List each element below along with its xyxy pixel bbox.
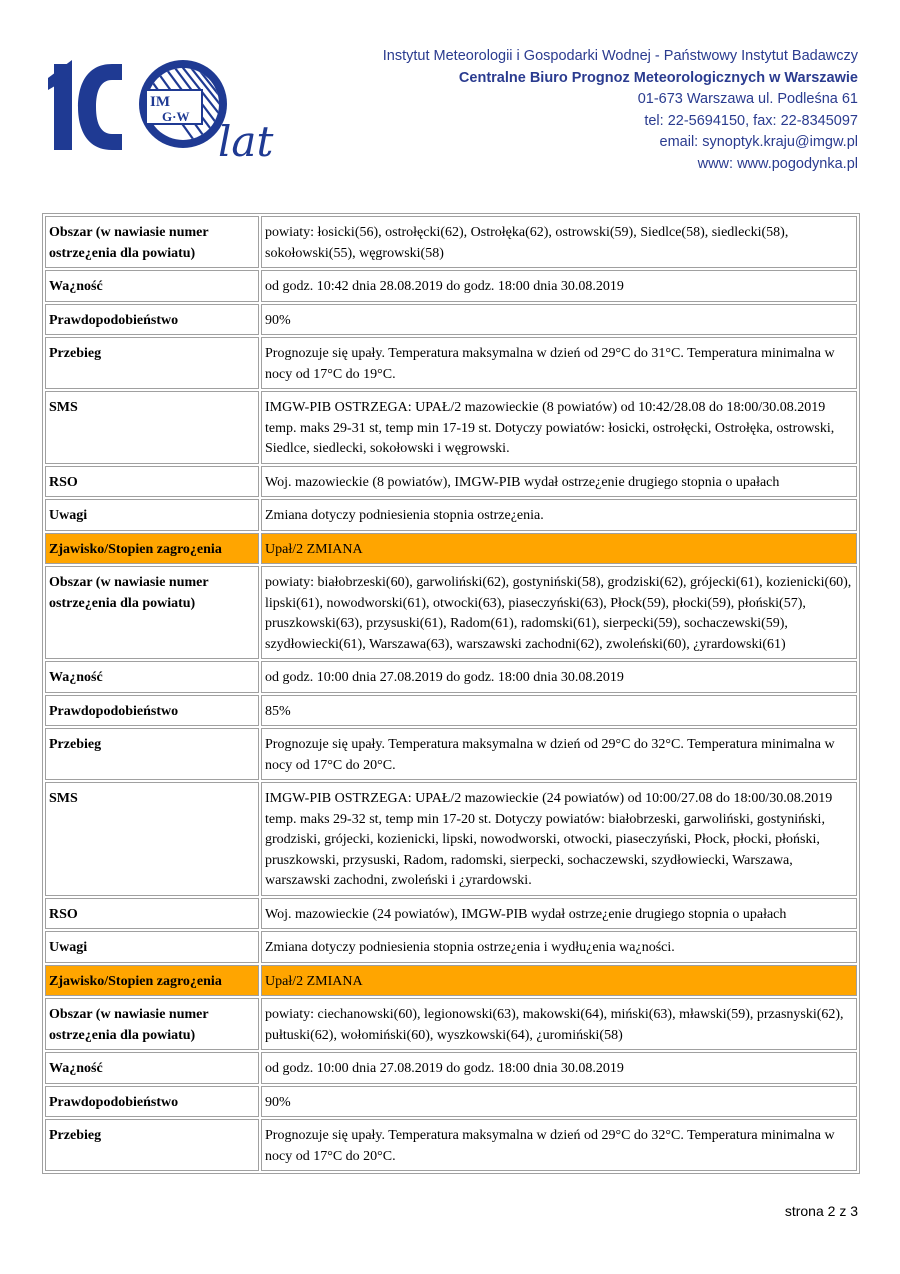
row-value: Prognozuje się upały. Temperatura maksymalna w dzień od 29°C do 31°C. Temperatura minimalna w nocy od 17°C do 19°C. bbox=[261, 337, 857, 389]
row-value: Upał/2 ZMIANA bbox=[261, 965, 857, 997]
svg-text:IM: IM bbox=[150, 94, 170, 110]
row-label: Przebieg bbox=[45, 337, 259, 389]
table-row bbox=[45, 337, 857, 389]
row-value: IMGW-PIB OSTRZEGA: UPAŁ/2 mazowieckie (24 powiatów) od 10:00/27.08 do 18:00/30.08.2019 temp. maks 29-32 st, temp min 17-20 st. Dotyczy powiatów: białobrzeski, garwoliński, gostyniński, grodziski, grójecki, kozienicki, lipski, nowodworski, otwocki, piaseczyński, Płock, płocki, płoński, pruszkowski, przysuski, Radom, radomski, sierpecki, sochaczewski, szydłowiecki, Warszawa, warszawski zachodni, zwoleński i ¿yrardowski. bbox=[261, 782, 857, 896]
institute-header bbox=[383, 46, 858, 175]
row-value: powiaty: białobrzeski(60), garwoliński(62), gostyniński(58), grodziski(62), grójecki(61), kozienicki(60), lipski(61), nowodworski(61), otwocki(63), piaseczyński(63), Płock(59), płocki(59), płoński(57), pruszkowski(63), przysuski(61), Radom(61), radomski(61), sierpecki(59), sochaczewski(59), szydłowiecki(61), Warszawa(63), warszawski zachodni(62), zwoleński(60), ¿yrardowski(61) bbox=[261, 566, 857, 659]
address: 01-673 Warszawa ul. Podleśna 61 bbox=[637, 91, 858, 107]
warning-table-body bbox=[45, 216, 857, 1171]
row-value: Prognozuje się upały. Temperatura maksymalna w dzień od 29°C do 32°C. Temperatura minimalna w nocy od 17°C do 20°C. bbox=[261, 728, 857, 780]
email: email: synoptyk.kraju@imgw.pl bbox=[659, 134, 858, 150]
table-row bbox=[45, 695, 857, 727]
row-value: powiaty: ciechanowski(60), legionowski(63), makowski(64), miński(63), mławski(59), przasnyski(62), pułtuski(62), wołomiński(60), wyszkowski(64), ¿uromiński(58) bbox=[261, 998, 857, 1050]
row-label: Obszar (w nawiasie numer ostrze¿enia dla powiatu) bbox=[45, 998, 259, 1050]
row-label: RSO bbox=[45, 466, 259, 498]
row-value: od godz. 10:42 dnia 28.08.2019 do godz. 18:00 dnia 30.08.2019 bbox=[261, 270, 857, 302]
row-label: Prawdopodobieństwo bbox=[45, 304, 259, 336]
table-row bbox=[45, 898, 857, 930]
table-row bbox=[45, 499, 857, 531]
row-value: Prognozuje się upały. Temperatura maksymalna w dzień od 29°C do 32°C. Temperatura minimalna w nocy od 17°C do 20°C. bbox=[261, 1119, 857, 1171]
row-label: SMS bbox=[45, 391, 259, 464]
row-value: 90% bbox=[261, 1086, 857, 1118]
svg-text:G·W: G·W bbox=[162, 109, 190, 124]
institute-name: Instytut Meteorologii i Gospodarki Wodnej - Państwowy Instytut Badawczy bbox=[382, 48, 858, 64]
svg-text:lat: lat bbox=[218, 117, 274, 166]
table-row bbox=[45, 728, 857, 780]
row-label: Obszar (w nawiasie numer ostrze¿enia dla powiatu) bbox=[45, 216, 259, 268]
warning-table bbox=[42, 213, 860, 1174]
table-row bbox=[45, 466, 857, 498]
row-label: Uwagi bbox=[45, 931, 259, 963]
table-row bbox=[45, 782, 857, 896]
row-value: powiaty: łosicki(56), ostrołęcki(62), Ostrołęka(62), ostrowski(59), Siedlce(58), siedlecki(58), sokołowski(55), węgrowski(58) bbox=[261, 216, 857, 268]
bureau-name: Centralne Biuro Prognoz Meteorologicznych w Warszawie bbox=[458, 69, 858, 86]
phenomenon-row bbox=[45, 965, 857, 997]
table-row bbox=[45, 998, 857, 1050]
row-value: IMGW-PIB OSTRZEGA: UPAŁ/2 mazowieckie (8 powiatów) od 10:42/28.08 do 18:00/30.08.2019 temp. maks 29-31 st, temp min 17-19 st. Dotyczy powiatów: łosicki, ostrołęcki, Ostrołęka, ostrowski, Siedlce, siedlecki, sokołowski i węgrowski. bbox=[261, 391, 857, 464]
phenomenon-row bbox=[45, 533, 857, 565]
imgw-100-lat-logo bbox=[48, 56, 278, 166]
row-label: Wa¿ność bbox=[45, 1052, 259, 1084]
row-value: Upał/2 ZMIANA bbox=[261, 533, 857, 565]
row-label: Prawdopodobieństwo bbox=[45, 695, 259, 727]
table-row bbox=[45, 1052, 857, 1084]
table-row bbox=[45, 304, 857, 336]
row-label: Prawdopodobieństwo bbox=[45, 1086, 259, 1118]
table-row bbox=[45, 1086, 857, 1118]
table-row bbox=[45, 216, 857, 268]
table-row bbox=[45, 1119, 857, 1171]
table-row bbox=[45, 566, 857, 659]
page-number: strona 2 z 3 bbox=[784, 1203, 858, 1219]
row-value: Zmiana dotyczy podniesienia stopnia ostrze¿enia i wydłu¿enia wa¿ności. bbox=[261, 931, 857, 963]
phone-fax: tel: 22-5694150, fax: 22-8345097 bbox=[644, 112, 858, 129]
table-row bbox=[45, 661, 857, 693]
row-value: Zmiana dotyczy podniesienia stopnia ostrze¿enia. bbox=[261, 499, 857, 531]
table-row bbox=[45, 270, 857, 302]
website: www: www.pogodynka.pl bbox=[697, 155, 858, 172]
row-value: Woj. mazowieckie (8 powiatów), IMGW-PIB wydał ostrze¿enie drugiego stopnia o upałach bbox=[261, 466, 857, 498]
row-label: RSO bbox=[45, 898, 259, 930]
row-label: Uwagi bbox=[45, 499, 259, 531]
row-value: 90% bbox=[261, 304, 857, 336]
row-label: Zjawisko/Stopien zagro¿enia bbox=[45, 965, 259, 997]
row-value: od godz. 10:00 dnia 27.08.2019 do godz. 18:00 dnia 30.08.2019 bbox=[261, 661, 857, 693]
row-label: Zjawisko/Stopien zagro¿enia bbox=[45, 533, 259, 565]
row-label: Wa¿ność bbox=[45, 661, 259, 693]
table-row bbox=[45, 931, 857, 963]
row-label: Obszar (w nawiasie numer ostrze¿enia dla powiatu) bbox=[45, 566, 259, 659]
row-label: SMS bbox=[45, 782, 259, 896]
row-value: Woj. mazowieckie (24 powiatów), IMGW-PIB wydał ostrze¿enie drugiego stopnia o upałach bbox=[261, 898, 857, 930]
table-row bbox=[45, 391, 857, 464]
row-label: Przebieg bbox=[45, 1119, 259, 1171]
row-value: od godz. 10:00 dnia 27.08.2019 do godz. 18:00 dnia 30.08.2019 bbox=[261, 1052, 857, 1084]
row-label: Wa¿ność bbox=[45, 270, 259, 302]
row-label: Przebieg bbox=[45, 728, 259, 780]
row-value: 85% bbox=[261, 695, 857, 727]
